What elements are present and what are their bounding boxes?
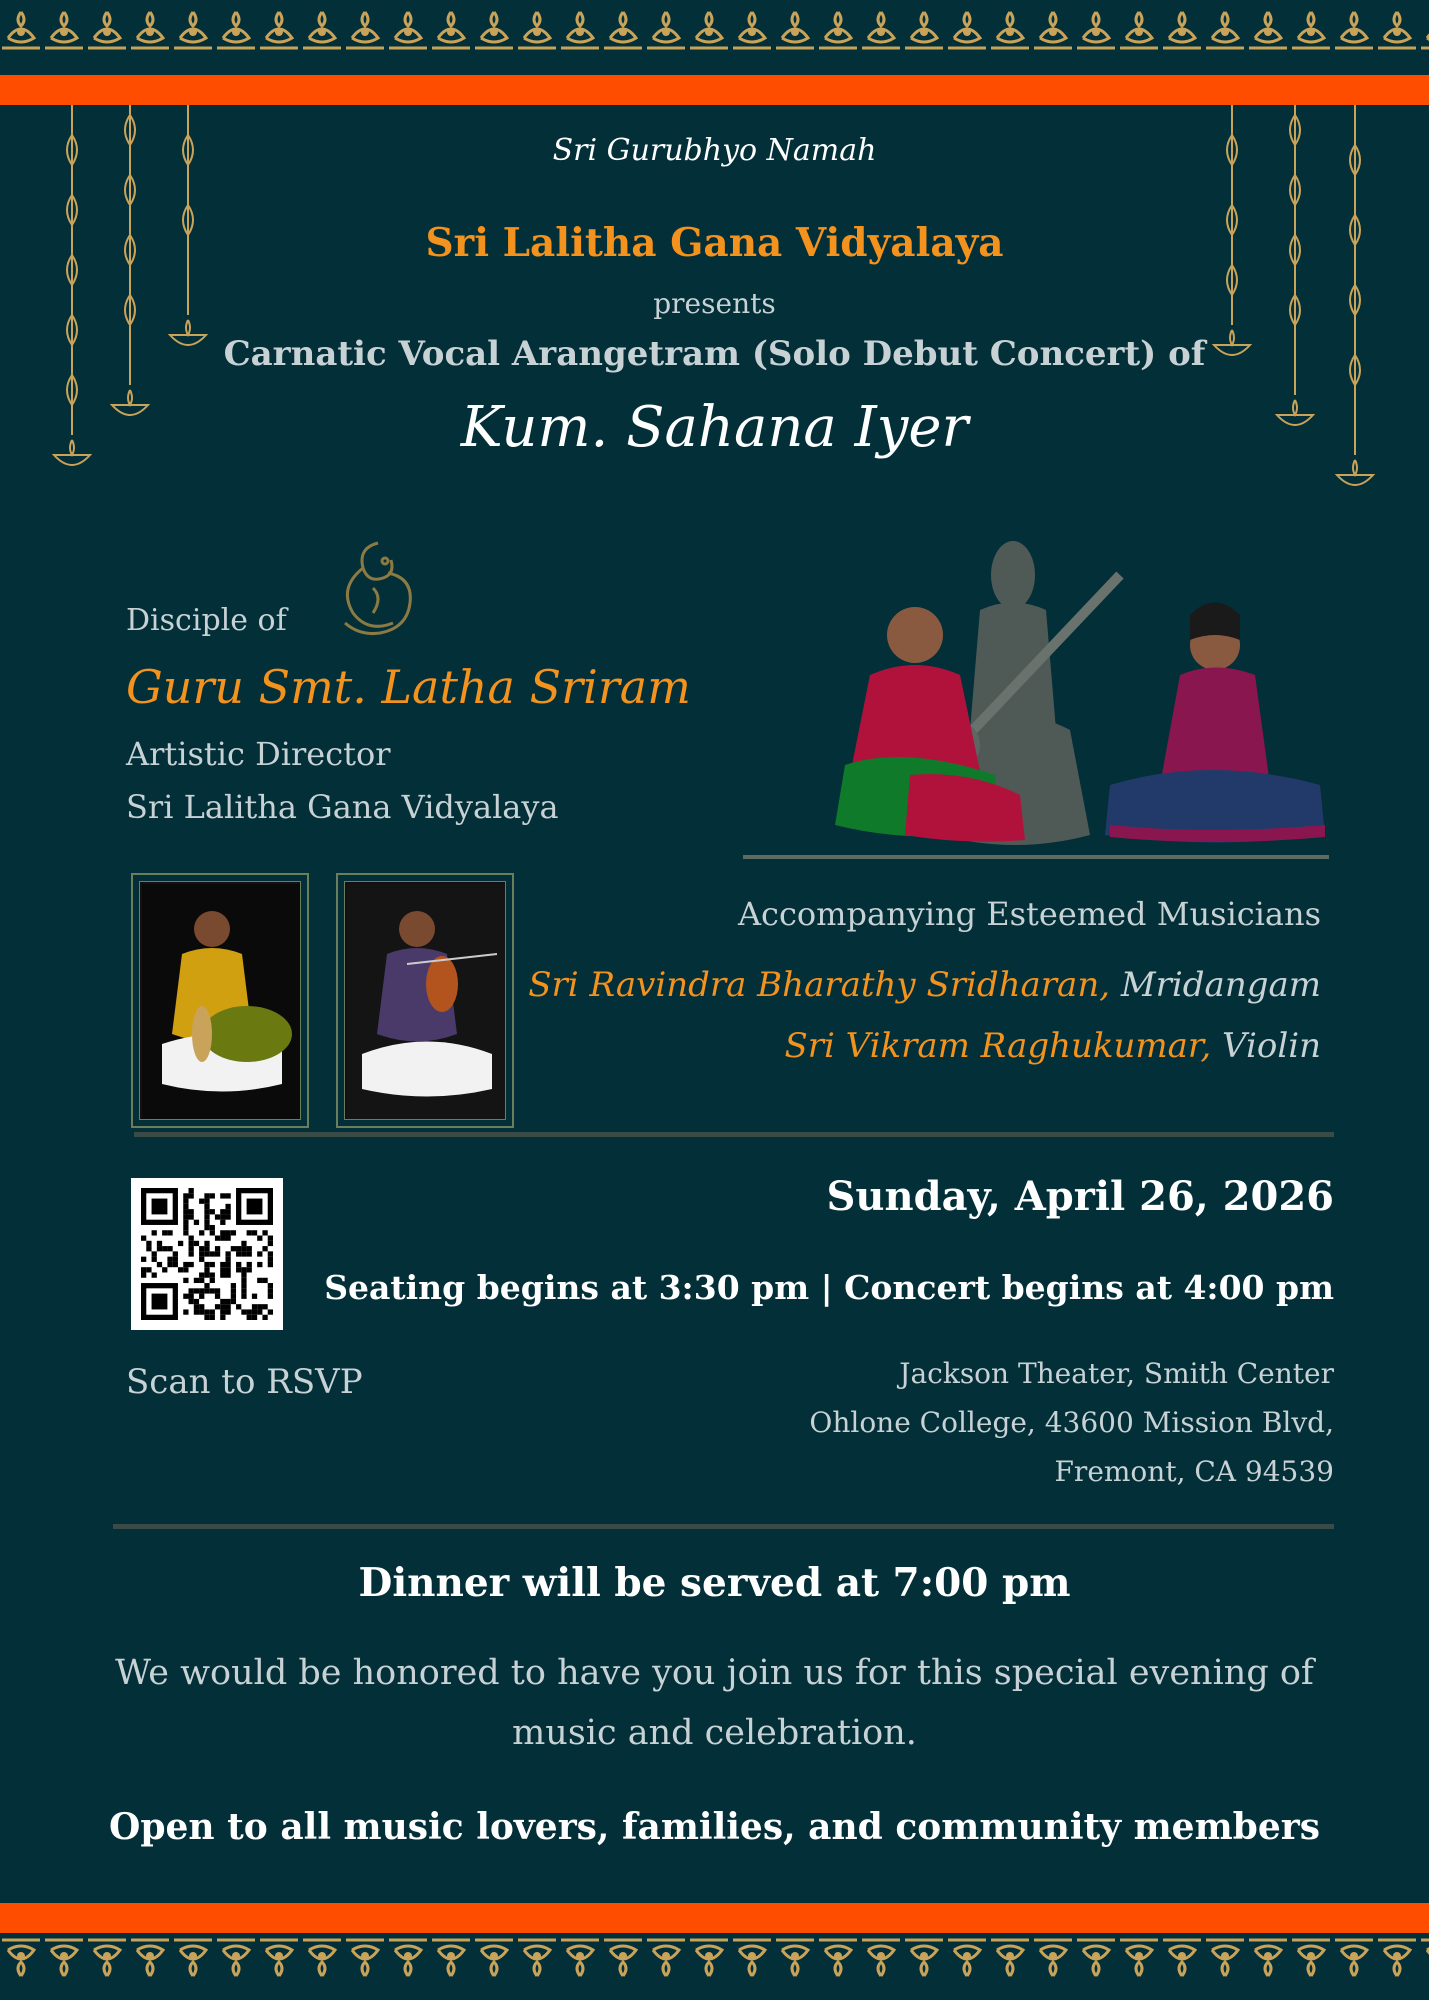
accompanists-heading: Accompanying Esteemed Musicians bbox=[737, 895, 1321, 933]
dinner-text: Dinner will be served at 7:00 pm bbox=[358, 1560, 1071, 1606]
open-to-text: Open to all music lovers, families, and community members bbox=[109, 1806, 1320, 1848]
invite-line: music and celebration. bbox=[512, 1713, 917, 1753]
disciple-of-label: Disciple of bbox=[126, 603, 287, 638]
guru-school: Sri Lalitha Gana Vidyalaya bbox=[126, 788, 559, 826]
top-orange-bar bbox=[0, 75, 1429, 105]
accompanist-instrument: Violin bbox=[1222, 1026, 1321, 1066]
rsvp-label: Scan to RSVP bbox=[126, 1362, 363, 1402]
accompanist-row bbox=[784, 1026, 1321, 1066]
ganesha-om-icon bbox=[333, 533, 423, 643]
mridangam-photo-frame bbox=[131, 873, 309, 1128]
section-divider bbox=[113, 1524, 1334, 1529]
bottom-orange-bar bbox=[0, 1903, 1429, 1933]
accompanist-instrument: Mridangam bbox=[1120, 965, 1321, 1005]
venue-line: Ohlone College, 43600 Mission Blvd, bbox=[809, 1406, 1334, 1439]
invite-line: We would be honored to have you join us for this special evening of bbox=[115, 1653, 1314, 1693]
invocation-text: Sri Gurubhyo Namah bbox=[552, 133, 877, 168]
section-divider bbox=[134, 1132, 1334, 1137]
guru-name: Guru Smt. Latha Sriram bbox=[126, 660, 691, 714]
bottom-ornament-border bbox=[0, 1935, 1429, 1980]
guru-photo-rule bbox=[743, 855, 1329, 859]
accompanist-name: Sri Vikram Raghukumar, bbox=[784, 1026, 1212, 1066]
mridangam-photo bbox=[139, 881, 301, 1120]
presents-text: presents bbox=[653, 287, 776, 320]
venue-line: Fremont, CA 94539 bbox=[1054, 1455, 1334, 1488]
violin-photo bbox=[344, 881, 506, 1120]
performer-name: Kum. Sahana Iyer bbox=[460, 395, 969, 460]
event-title: Carnatic Vocal Arangetram (Solo Debut Concert) of bbox=[223, 334, 1206, 374]
qr-code-icon[interactable] bbox=[131, 1178, 283, 1330]
violin-photo-frame bbox=[336, 873, 514, 1128]
venue-line: Jackson Theater, Smith Center bbox=[899, 1357, 1334, 1390]
event-timing: Seating begins at 3:30 pm | Concert begins at 4:00 pm bbox=[324, 1268, 1334, 1307]
guru-role: Artistic Director bbox=[126, 735, 391, 773]
accompanist-row bbox=[528, 965, 1321, 1005]
top-ornament-border bbox=[0, 8, 1429, 53]
school-name: Sri Lalitha Gana Vidyalaya bbox=[425, 220, 1004, 266]
event-date: Sunday, April 26, 2026 bbox=[826, 1173, 1334, 1220]
accompanist-name: Sri Ravindra Bharathy Sridharan, bbox=[528, 965, 1111, 1005]
guru-disciple-photo bbox=[790, 535, 1340, 855]
